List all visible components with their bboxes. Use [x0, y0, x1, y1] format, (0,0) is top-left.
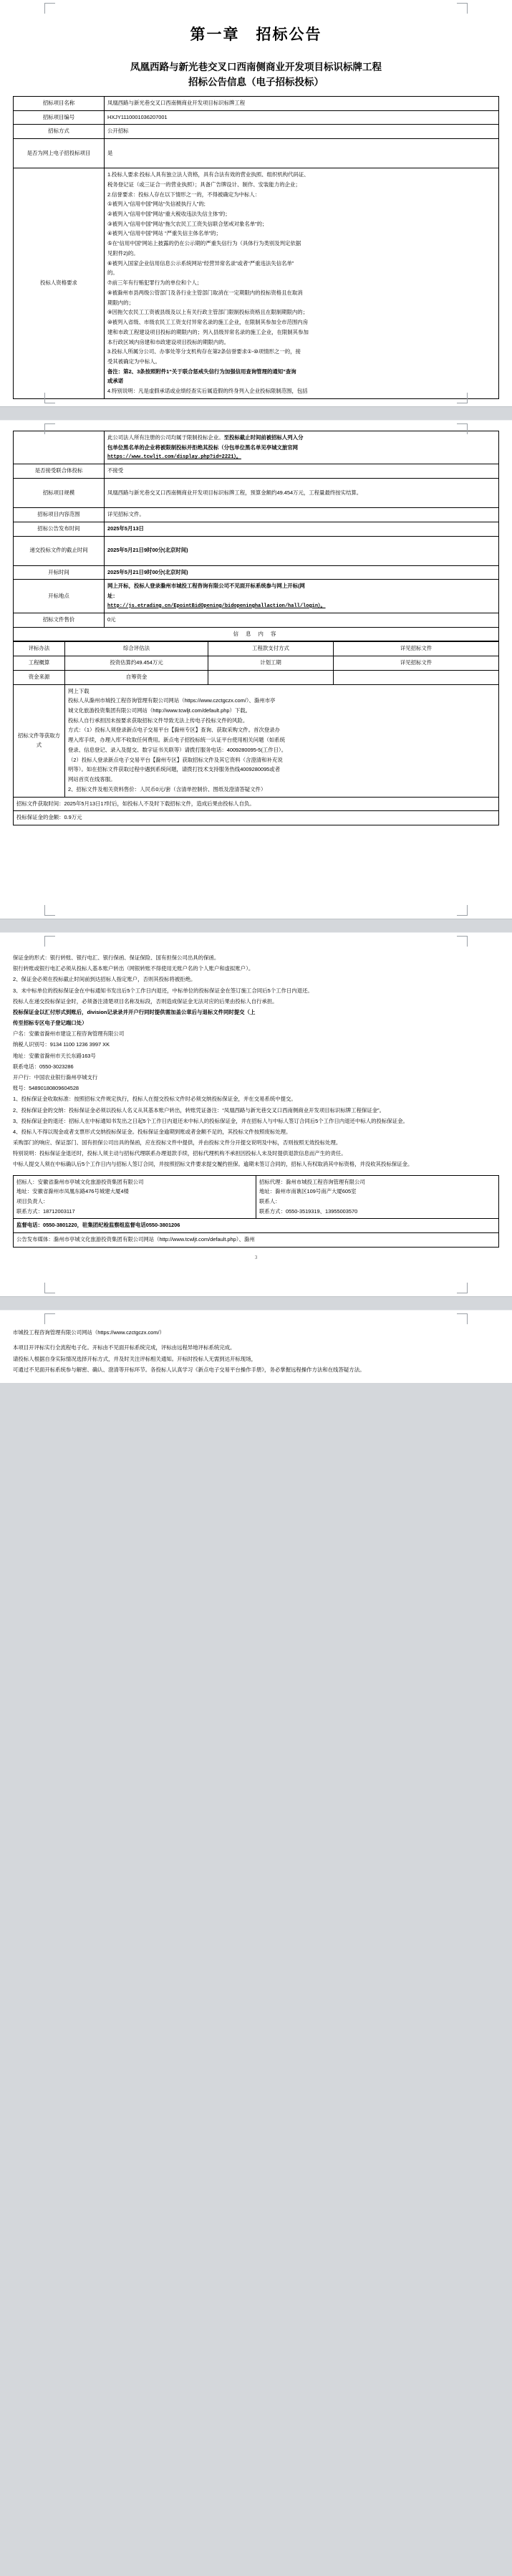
acquire-line: 方式：（1）投标人须登录新点电子交易平台【滁州专区】查询、获取采购文件。首次登录办	[68, 727, 281, 734]
acquire-time: 招标文件获取时间：2025年5月13日17时后，如投标人不及时下载招标文件，造成后果由投标人自负。	[14, 797, 499, 811]
table-row-continuation	[14, 431, 499, 464]
supervision-phone: 监督电话：0550-3801220，驻集团纪检监察组监督电话0550-3801206	[14, 1219, 499, 1233]
document-page-4	[0, 1311, 512, 1383]
grid-value: 综合评估法	[65, 642, 208, 656]
row-label: 招标公告发布时间	[14, 522, 105, 536]
account-line: 开户行：中国农业银行滁州亭城支行	[13, 1073, 98, 1081]
continuation-plain: 此公司法人所有注册的公司均属于限制投标企业。	[107, 434, 224, 441]
table-row-contacts	[14, 1175, 499, 1219]
guarantee-body-line: 1、投标保证金收取标准：按照招标文件规定执行，投标人在提交投标文件时必须交纳投标保证金，并在交易系统中提交。	[13, 1096, 296, 1103]
row-label: 招标项目规模	[14, 479, 105, 508]
guarantee-line: 银行转账或银行电汇必须从投标人基本账户转出（网银转账不得使用无账户名的个人账户和虚拟账户）。	[13, 965, 254, 972]
row-label: 是否为网上电子招投标项目	[14, 139, 105, 168]
acquire-line: 城文化旅游投资集团有限公司网站（http://www.tcwljt.com/default.php）下载。	[68, 707, 251, 714]
grid-label: 评标办法	[14, 642, 65, 656]
guarantee-line: 投标人在递交投标保证金时，必须备注清楚项目名称及标段，否则造成保证金无法对应的后果由投标人自行承担。	[13, 997, 278, 1005]
crop-mark-top-left	[44, 1313, 55, 1324]
qual-line: ⑩被列入省级、市级农民工工资支付异常名录的施工企业，在限制其参加全市范围内房	[107, 319, 309, 326]
grid-label: 工程概算	[14, 656, 65, 671]
crop-mark-top-right	[457, 1313, 468, 1324]
acquire-method-content	[65, 684, 499, 797]
page-title-line-2: 招标公告信息（电子招标投标）	[188, 76, 324, 87]
page-title	[40, 60, 472, 90]
qual-note-bold: 或承诺	[107, 378, 124, 385]
qual-line: ⑧被滁州市县两级公管部门及各行业主管部门取消在一定期限内的投标资格且在取消	[107, 289, 303, 296]
footer-company-line: 市城投工程咨询管理有限公司网站（https://www.czctgczx.com/）	[13, 1328, 165, 1336]
row-value: 0元	[105, 613, 499, 627]
page-break	[0, 919, 512, 933]
guarantee-note-3: 中标人提交人须在中标确认后5个工作日内与招标人签订合同，并按照招标文件要求提交履约担保。逾期未签订合同的，招标人有权取消其中标资格，并没收其投标保证金。	[13, 1161, 413, 1168]
table-row-acquire-time	[14, 797, 499, 811]
row-label: 开标时间	[14, 565, 105, 580]
table-row-media	[14, 1233, 499, 1248]
row-value: 2025年5月21日9时00分(北京时间)	[105, 536, 499, 565]
table-row	[14, 565, 499, 580]
table-row	[14, 110, 499, 125]
contact-title: 招标人：安徽省滁州市亭城文化旅游投资集团有限公司	[16, 1178, 144, 1185]
footer-section	[13, 1328, 499, 1374]
qual-line: 期限内的；	[107, 299, 134, 306]
footer-note-line: 可通过不见面开标系统参与解密、确认、澄清等开标环节。各投标人认真学习《新点电子交易平台操作手册》，务必掌握远程操作方法和在线答疑方法。	[13, 1366, 365, 1373]
contact-line: 项目负责人：	[16, 1198, 49, 1205]
table-row-bid-opening-place	[14, 580, 499, 613]
bid-open-line: 址：	[107, 593, 118, 600]
bid-bond-amount: 投标保证金的金额：0.9万元	[14, 811, 499, 825]
guarantee-body-line: 2、投标保证金的交纳：投标保证金必须以投标人名义从其基本账户转出，转账凭证备注：“凤凰西路与新光巷交叉口西南侧商业开发项目标识标牌工程保证金”。	[13, 1106, 385, 1114]
guarantee-body-line: 3、投标保证金的退还：招标人在中标通知书发出之日起5个工作日内退还未中标人的投标保证金，并在招标人与中标人签订合同后5个工作日内退还中标人的投标保证金。	[13, 1117, 408, 1124]
qual-line: 建和市政工程建设项目投标的期限内的；列入县级异常名录的施工企业，在限制其参加	[107, 328, 309, 335]
grid-label: 工程款支付方式	[208, 642, 334, 656]
page-break	[0, 1296, 512, 1311]
grid-label: 计划工期	[208, 656, 334, 671]
guarantee-body-line: 特别说明：投标保证金退还时，投标人须主动与招标代理联系办理退款手续，招标代理机构不承担因投标人未及时提供退款信息而产生的责任。	[13, 1150, 347, 1157]
row-value: 公开招标	[105, 125, 499, 139]
row-label: 开标地点	[14, 580, 105, 613]
contact-line: 地址：安徽省滁州市凤凰东路476号城建大厦4楼	[16, 1188, 129, 1195]
qual-line: ⑦前三年有行贿犯罪行为的单位和个人；	[107, 279, 203, 287]
qual-line: ⑨因拖欠农民工工资被县级及以上有关行政主管部门限制投标资格且在限制期限内的；	[107, 309, 309, 316]
table-row	[14, 508, 499, 522]
continuation-bold: 至投标截止时间前被招标人列入分	[223, 434, 304, 441]
crop-mark-top-right	[457, 3, 468, 14]
table-row	[14, 125, 499, 139]
grid-value: 投资估算约49.454万元	[65, 656, 208, 671]
footer-note-line: 请投标人根据自身实际情况选择开标方式，并及时关注评标相关通知。开标时投标人无需到达开标现场，	[13, 1355, 256, 1362]
acquire-line: 投标人从滁州市城投工程咨询管理有限公司网站（https://www.czctgczx.com/）、滁州市亭	[68, 697, 276, 704]
guarantee-line: 保证金的形式：银行转账、银行电汇、银行保函、保证保险、国有担保公司出具的保函。	[13, 954, 220, 962]
document-page-2	[0, 421, 512, 919]
contact-tenderer	[14, 1175, 256, 1219]
acquire-line: 明等）。如在招标文件获取过程中遇到系统问题，请拨打技术支持服务热线4009280095或者	[68, 766, 281, 773]
row-label: 是否接受联合体投标	[14, 464, 105, 479]
blacklist-url-link[interactable]: https://www.tcwljt.com/display.php?id=2221）。	[107, 454, 241, 461]
acquire-line: 理入库手续，办理入库不收取任何费用。新点电子招投标统一认证平台使用相关问题（如系统	[68, 737, 286, 744]
table-row	[14, 642, 499, 656]
acquire-method-label: 招标文件等获取方式	[14, 684, 65, 797]
qual-line: ①被列入“信用中国”网站“失信被执行人”的;	[107, 201, 206, 208]
table-row	[14, 479, 499, 508]
account-line: 纳税人识别号：9134 1100 1236 3997 XK	[13, 1041, 110, 1048]
info-grid-table	[13, 641, 499, 825]
row-label: 招标文件售价	[14, 613, 105, 627]
document-page-3	[0, 933, 512, 1296]
guarantee-bold-note: 传至招标专区电子登记端口处）	[13, 1020, 87, 1027]
project-info-table	[13, 96, 499, 399]
announcement-media: 公告发布媒体：滁州市亭城文化旅游投资集团有限公司网站（http://www.tcwljt.com/default.php）、滁州	[14, 1233, 499, 1248]
qual-line: ④被列入“信用中国”网站 “严重失信主体名单”的；	[107, 230, 221, 237]
table-row	[14, 96, 499, 110]
row-label: 招标方式	[14, 125, 105, 139]
info-section-heading-row	[14, 627, 499, 641]
bid-opening-place-value	[105, 580, 499, 613]
qual-line: 本行政区域内房建和市政建设项目投标的期限内的。	[107, 338, 229, 345]
crop-mark-top-left	[44, 936, 55, 947]
qual-note-bold: 备注：第2、3条按照附件1“关于联合惩戒失信行为加强信用查询管理的通知”查询	[107, 368, 296, 375]
continuation-line	[107, 434, 496, 443]
continuation-bold-line: 包单位黑名单的企业将被限制投标并拒绝其投标（分包单位黑名单见亭城文旅官网	[107, 444, 299, 451]
page-break	[0, 406, 512, 421]
page-2-bottom-space	[13, 825, 499, 911]
qual-line: 见附件2)的。	[107, 249, 139, 257]
grid-value	[334, 670, 499, 684]
table-row	[14, 656, 499, 671]
qual-line: ⑤在“信用中国”网站上披露的仍在公示期的严重失信行为（具体行为类别及判定依据	[107, 240, 301, 247]
grid-label	[208, 670, 334, 684]
qualification-continuation	[105, 431, 499, 464]
qual-line: ⑥被列入国家企业信用信息公示系统网站“经营异常名录”或者“严重违法失信名单”	[107, 259, 294, 267]
row-value: HXJY1110001036207001	[105, 110, 499, 125]
qual-line: 4.特别说明：凡是虚假承诺或业绩经查实后属造假的终身列入企业投标限制范围，包括	[107, 388, 308, 395]
crop-mark-top-right	[457, 936, 468, 947]
guarantee-body-line: 采购部门的响应、保证部门、国有担保公司出具的保函，应在投标文件中提供，并由投标文件分开提交说明及中标，否则按照无效投标处理。	[13, 1139, 342, 1146]
qual-line: 的。	[107, 269, 118, 277]
table-row	[14, 139, 499, 168]
row-value: 不接受	[105, 464, 499, 479]
grid-label: 资金来源	[14, 670, 65, 684]
account-line: 联系电话：0550-3023286	[13, 1063, 74, 1070]
acquire-line: 登录、信息登记、录入及提交、数字证书关联等）请拨打服务电话：4009280095-5(工作日）。	[68, 746, 287, 753]
project-info-table-continued	[13, 431, 499, 641]
table-row	[14, 670, 499, 684]
qual-line: ③被列入“信用中国”网站“拖欠农民工工资失信联合惩戒对象名单”的；	[107, 220, 268, 227]
acquire-line: 网上下载	[68, 687, 90, 694]
contact-title: 招标代理：滁州市城投工程咨询管理有限公司	[259, 1178, 365, 1185]
account-line: 账号：54890180809604528	[13, 1085, 79, 1092]
acquire-line: （2）投标人登录新点电子交易平台【滁州专区】获取招标文件及其它资料（含澄清和补充说	[68, 756, 283, 763]
row-value: 2025年5月13日	[105, 522, 499, 536]
qual-line: 受其被确定为中标人。	[107, 358, 160, 365]
document-page-1	[0, 0, 512, 406]
bid-open-line: 网上开标，投标人登录滁州市城投工程咨询有限公司不见面开标系统参与网上开标(网	[107, 583, 305, 590]
contact-agent	[256, 1175, 499, 1219]
qual-line: 税务登记证（或三证合一的营业执照）；具备广告牌设计、制作、安装能力的企业；	[107, 181, 301, 188]
table-row	[14, 613, 499, 627]
table-row	[14, 536, 499, 565]
info-section-heading: 信 息 内 容	[14, 627, 499, 641]
acquire-line: 2、招标文件及相关资料售价：人民币0元/套（含清单控制价、图纸及澄清答疑文件）	[68, 785, 266, 793]
grid-value: 详见招标文件	[334, 642, 499, 656]
page-number: 3	[254, 1254, 258, 1260]
guarantee-bold-note: 投标保证金以汇付形式到账后，division记录录并开户行同时提供需加盖公章后与退标文件同时提交（上	[13, 1008, 256, 1015]
page-title-line-1: 凤凰西路与新光巷交叉口西南侧商业开发项目标识标牌工程	[130, 62, 382, 72]
row-value: 是	[105, 139, 499, 168]
contact-line: 联系方式：18712003117	[16, 1207, 75, 1215]
qual-line: 3.投标人所属分公司、办事处等分支机构存在第2条信誉要求①-⑩项情形之一的，接	[107, 348, 301, 355]
table-row-acquire-method	[14, 684, 499, 797]
bid-opening-url-link[interactable]: http://js.etrading.cn/EpointBidOpening/bidopeninghallaction/hall/login）。	[107, 603, 326, 609]
row-value: 详见招标文件。	[105, 508, 499, 522]
qual-line: ②被列入“信用中国”网站“重大税收违法失信主体”的；	[107, 210, 231, 217]
row-label-empty	[14, 431, 105, 464]
guarantee-body-line: 4、投标人不得以现金或者支票形式交纳投标保证金。投标保证金逾期到账或者金额不足的，其投标文件按照废标处理。	[13, 1128, 291, 1135]
table-row-qualification	[14, 168, 499, 399]
contact-line: 地址：滁州市南谯区109号南产大厦605室	[259, 1188, 357, 1195]
guarantee-line: 3、未中标单位的投标保证金在中标通知书发出后5个工作日内退还，中标单位的投标保证金在签订施工合同后5个工作日内退还。	[13, 987, 313, 994]
crop-mark-top-left	[44, 3, 55, 14]
footer-note-line: 本项目开评标实行全流程电子化。开标由不见面开标系统完成，评标由远程异地评标系统完成。	[13, 1344, 236, 1351]
table-row	[14, 522, 499, 536]
account-line: 户名：安徽省滁州市建设工程咨询管理有限公司	[13, 1030, 125, 1038]
row-value: 凤凰西路与新光巷交叉口西南侧商业开发项目标识标牌工程	[105, 96, 499, 110]
table-row-bid-bond	[14, 811, 499, 825]
grid-value: 详见招标文件	[334, 656, 499, 671]
page-3-bottom-space	[13, 1260, 499, 1289]
qualification-requirements	[105, 168, 499, 399]
guarantee-section	[13, 953, 499, 1169]
contact-line: 联系方式：0550-3519319、13955003570	[259, 1207, 358, 1215]
row-label: 招标项目编号	[14, 110, 105, 125]
row-label: 招标项目内容范围	[14, 508, 105, 522]
table-row-supervise	[14, 1219, 499, 1233]
row-label: 投标人资格要求	[14, 168, 105, 399]
chapter-title: 第一章 招标公告	[190, 26, 322, 43]
grid-value: 自筹资金	[65, 670, 208, 684]
contacts-table	[13, 1175, 499, 1248]
acquire-line: 投标人自行承担因未按要求获取招标文件导致无法上传电子投标文件的风险。	[68, 717, 248, 724]
guarantee-line: 2、保证金必须在投标截止时间前到达招标人指定账户，否则其投标将被拒绝。	[13, 976, 196, 983]
qual-line: 1.投标人要求:投标人具有独立法人资格，具有合法有效的营业执照、组织机构代码证、	[107, 171, 309, 178]
account-line: 地址：安徽省滁州市天长东路163号	[13, 1052, 96, 1059]
row-label: 递交投标文件的截止时间	[14, 536, 105, 565]
contact-line: 联系人：	[259, 1198, 281, 1205]
row-value: 2025年5月21日9时00分(北京时间)	[105, 565, 499, 580]
acquire-line: 网站首页在线客服。	[68, 776, 116, 783]
row-value: 凤凰西路与新光巷交叉口西南侧商业开发项目标识标牌工程，预算金额约49.454万元，工程量最终按实结算。	[105, 479, 499, 508]
table-row	[14, 464, 499, 479]
qual-line: 2.信誉要求：投标人存在以下情形之一的，不得被确定为中标人：	[107, 191, 261, 198]
row-label: 招标项目名称	[14, 96, 105, 110]
